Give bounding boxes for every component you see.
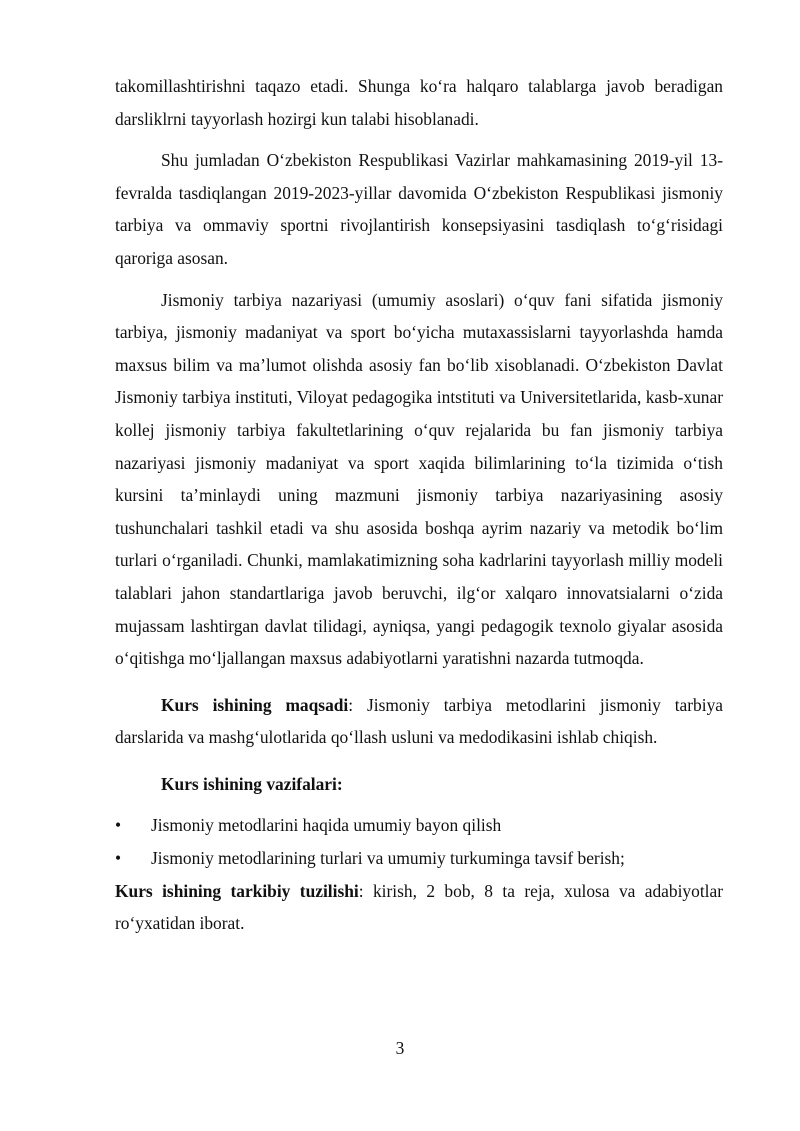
task-item-text: Jismoniy metodlarining turlari va umumiy turkuminga tavsif berish;: [151, 848, 625, 869]
goal-label: Kurs ishining maqsadi: [161, 694, 349, 715]
structure-label: Kurs ishining tarkibiy tuzilishi: [115, 880, 359, 901]
paragraph-decree: Shu jumladan O‘zbekiston Respublikasi Vazirlar mahkamasining 2019-yil 13-fevralda tasdiqlangan 2019-2023-yillar davomida O‘zbekiston Respublikasi jismoniy tarbiya va ommaviy sportni rivojlantirish konsepsiyasini tasdiqlash to‘g‘risidagi qaroriga asosan.: [115, 150, 723, 268]
task-list-item: [115, 809, 723, 842]
paragraph-structure: [115, 875, 723, 940]
bullet-icon: •: [115, 848, 122, 869]
page-number: 3: [395, 1038, 405, 1058]
goal-text: : Jismoniy tarbiya metodlarini jismoniy tarbiya darslarida va mashg‘ulotlarida qo‘llash usluni va medodikasini ishlab chiqish.: [115, 694, 723, 748]
paragraph-intro-continuation: takomillashtirishni taqazo etadi. Shunga ko‘ra halqaro talablarga javob beradigan darsliklrni tayyorlash hozirgi kun talabi hisoblanadi.: [115, 76, 723, 129]
paragraph-goal: [115, 689, 723, 754]
task-list-item: [115, 842, 723, 875]
bullet-icon: •: [115, 815, 122, 836]
paragraph-subject: Jismoniy tarbiya nazariyasi (umumiy asoslari) o‘quv fani sifatida jismoniy tarbiya, jismoniy madaniyat va sport bo‘yicha mutaxassislarni tayyorlashda hamda maxsus bilim va ma’lumot olishda asosiy fan bo‘lib xisoblanadi. O‘zbekiston Davlat Jismoniy tarbiya instituti, Viloyat pedagogika intstituti va Universitetlarida, kasb-xunar kollej jismoniy tarbiya fakultetlarining o‘quv rejalarida bu fan jismoniy tarbiya nazariyasi jismoniy madaniyat va sport xaqida bilimlarining to‘la tizimida o‘tish kursini ta’minlaydi uning mazmuni jismoniy tarbiya nazariyasining asosiy tushunchalari tashkil etadi va shu asosida boshqa ayrim nazariy va metodik bo‘lim turlari o‘rganiladi. Chunki, mamlakatimizning soha kadrlarini tayyorlash milliy modeli talablari jahon standartlariga javob beruvchi, ilg‘or xalqaro innovatsialarni o‘zida mujassam lashtirgan davlat tilidagi, ayniqsa, yangi pedagogik texnolo giyalar asosida o‘qitishga mo‘ljallangan maxsus adabiyotlarni yaratishni nazarda tutmoqda.: [115, 289, 723, 669]
page-content: [115, 70, 723, 940]
tasks-heading: Kurs ishining vazifalari:: [161, 773, 343, 794]
task-item-text: Jismoniy metodlarini haqida umumiy bayon qilish: [151, 815, 502, 836]
structure-text: : kirish, 2 bob, 8 ta reja, xulosa va adabiyotlar ro‘yxatidan iborat.: [115, 880, 723, 934]
